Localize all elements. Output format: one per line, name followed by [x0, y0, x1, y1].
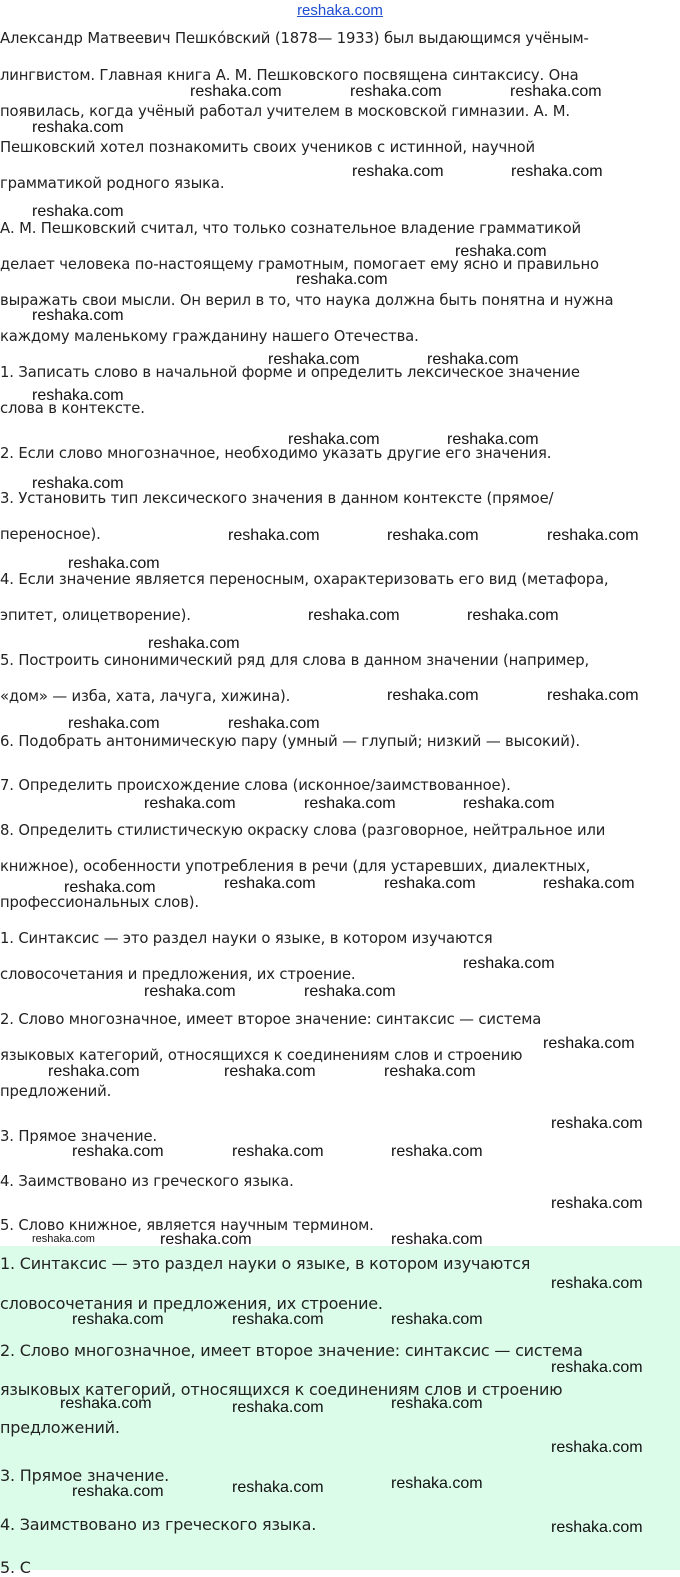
watermark: reshaka.com [510, 83, 602, 100]
watermark: reshaka.com [32, 475, 124, 492]
text-line: книжное), особенности употребления в речи (для устаревших, диалектных, [0, 858, 591, 875]
watermark: reshaka.com [224, 875, 316, 892]
text-line: делает человека по-настоящему грамотным, помогает ему ясно и правильно [0, 256, 599, 273]
watermark: reshaka.com [228, 715, 320, 732]
watermark: reshaka.com [551, 1359, 643, 1376]
watermark: reshaka.com [232, 1311, 324, 1328]
text-line: 7. Определить происхождение слова (исконное/заимствованное). [0, 777, 511, 794]
watermark: reshaka.com [447, 431, 539, 448]
site-title-link[interactable]: reshaka.com [297, 2, 383, 19]
text-line: 1. Записать слово в начальной форме и определить лексическое значение [0, 364, 580, 381]
text-line: грамматикой родного языка. [0, 175, 225, 192]
text-line: словосочетания и предложения, их строение. [0, 966, 356, 983]
watermark: reshaka.com [391, 1475, 483, 1492]
watermark: reshaka.com [232, 1479, 324, 1496]
watermark: reshaka.com [543, 875, 635, 892]
watermark: reshaka.com [190, 83, 282, 100]
watermark: reshaka.com [48, 1063, 140, 1080]
watermark: reshaka.com [387, 527, 479, 544]
text-line: переносное). [0, 526, 101, 543]
watermark: reshaka.com [288, 431, 380, 448]
watermark: reshaka.com [72, 1483, 164, 1500]
watermark: reshaka.com [60, 1395, 152, 1412]
text-line: Александр Матвеевич Пешко́вский (1878— 1933) был выдающимся учёным- [0, 30, 589, 47]
answer-line: языковых категорий, относящихся к соединениям слов и строению [0, 1380, 563, 1399]
watermark: reshaka.com [68, 555, 160, 572]
watermark: reshaka.com [32, 307, 124, 324]
watermark: reshaka.com [455, 243, 547, 260]
watermark: reshaka.com [72, 1311, 164, 1328]
text-line: 5. Построить синонимический ряд для слова в данном значении (например, [0, 652, 590, 669]
watermark: reshaka.com [144, 795, 236, 812]
watermark: reshaka.com [32, 1233, 95, 1245]
watermark: reshaka.com [391, 1395, 483, 1412]
text-line: А. М. Пешковский считал, что только сознательное владение грамматикой [0, 220, 581, 237]
watermark: reshaka.com [391, 1143, 483, 1160]
watermark: reshaka.com [463, 955, 555, 972]
text-line: Пешковский хотел познакомить своих учеников с истинной, научной [0, 139, 536, 156]
watermark: reshaka.com [391, 1231, 483, 1248]
watermark: reshaka.com [551, 1519, 643, 1536]
text-line: 4. Если значение является переносным, охарактеризовать его вид (метафора, [0, 571, 609, 588]
answer-line: 1. Синтаксис — это раздел науки о языке, в котором изучаются [0, 1254, 531, 1273]
watermark: reshaka.com [384, 875, 476, 892]
text-line: каждому маленькому гражданину нашего Отечества. [0, 328, 419, 345]
watermark: reshaka.com [308, 607, 400, 624]
text-line: 4. Заимствовано из греческого языка. [0, 1173, 294, 1190]
text-line: «дом» — изба, хата, лачуга, хижина). [0, 688, 291, 705]
watermark: reshaka.com [296, 271, 388, 288]
answer-line: 5. С [0, 1558, 31, 1577]
answer-line: 2. Слово многозначное, имеет второе значение: синтаксис — система [0, 1341, 583, 1360]
text-line: языковых категорий, относящихся к соединениям слов и строению [0, 1047, 523, 1064]
watermark: reshaka.com [304, 795, 396, 812]
text-line: предложений. [0, 1083, 112, 1100]
watermark: reshaka.com [32, 119, 124, 136]
answer-line: 3. Прямое значение. [0, 1466, 170, 1485]
watermark: reshaka.com [68, 715, 160, 732]
text-line: выражать свои мысли. Он верил в то, что наука должна быть понятна и нужна [0, 292, 614, 309]
watermark: reshaka.com [224, 1063, 316, 1080]
watermark: reshaka.com [551, 1275, 643, 1292]
watermark: reshaka.com [551, 1115, 643, 1132]
watermark: reshaka.com [384, 1063, 476, 1080]
watermark: reshaka.com [228, 527, 320, 544]
answer-line: предложений. [0, 1418, 120, 1437]
text-line: 6. Подобрать антонимическую пару (умный — глупый; низкий — высокий). [0, 733, 580, 750]
text-line: 3. Установить тип лексического значения в данном контексте (прямое/ [0, 490, 554, 507]
watermark: reshaka.com [350, 83, 442, 100]
text-line: эпитет, олицетворение). [0, 607, 191, 624]
watermark: reshaka.com [543, 1035, 635, 1052]
watermark: reshaka.com [160, 1231, 252, 1248]
watermark: reshaka.com [551, 1195, 643, 1212]
watermark: reshaka.com [427, 351, 519, 368]
watermark: reshaka.com [551, 1439, 643, 1456]
watermark: reshaka.com [511, 163, 603, 180]
answer-line: 4. Заимствовано из греческого языка. [0, 1515, 317, 1534]
text-line: слова в контексте. [0, 400, 145, 417]
text-line: 1. Синтаксис — это раздел науки о языке, в котором изучаются [0, 930, 493, 947]
watermark: reshaka.com [232, 1399, 324, 1416]
watermark: reshaka.com [32, 387, 124, 404]
text-line: 2. Если слово многозначное, необходимо указать другие его значения. [0, 445, 552, 462]
text-line: профессиональных слов). [0, 894, 199, 911]
watermark: reshaka.com [387, 687, 479, 704]
watermark: reshaka.com [547, 687, 639, 704]
watermark: reshaka.com [72, 1143, 164, 1160]
watermark: reshaka.com [463, 795, 555, 812]
watermark: reshaka.com [352, 163, 444, 180]
watermark: reshaka.com [268, 351, 360, 368]
text-line: 3. Прямое значение. [0, 1128, 157, 1145]
watermark: reshaka.com [148, 635, 240, 652]
watermark: reshaka.com [391, 1311, 483, 1328]
text-line: лингвистом. Главная книга А. М. Пешковского посвящена синтаксису. Она [0, 67, 579, 84]
watermark: reshaka.com [144, 983, 236, 1000]
watermark: reshaka.com [467, 607, 559, 624]
text-line: появилась, когда учёный работал учителем в московской гимназии. А. М. [0, 103, 570, 120]
text-line: 8. Определить стилистическую окраску слова (разговорное, нейтральное или [0, 822, 606, 839]
watermark: reshaka.com [232, 1143, 324, 1160]
answer-line: словосочетания и предложения, их строение. [0, 1294, 383, 1313]
text-line: 2. Слово многозначное, имеет второе значение: синтаксис — система [0, 1011, 542, 1028]
watermark: reshaka.com [547, 527, 639, 544]
watermark: reshaka.com [304, 983, 396, 1000]
watermark: reshaka.com [64, 879, 156, 896]
text-line: 5. Слово книжное, является научным термином. [0, 1217, 374, 1234]
watermark: reshaka.com [32, 203, 124, 220]
